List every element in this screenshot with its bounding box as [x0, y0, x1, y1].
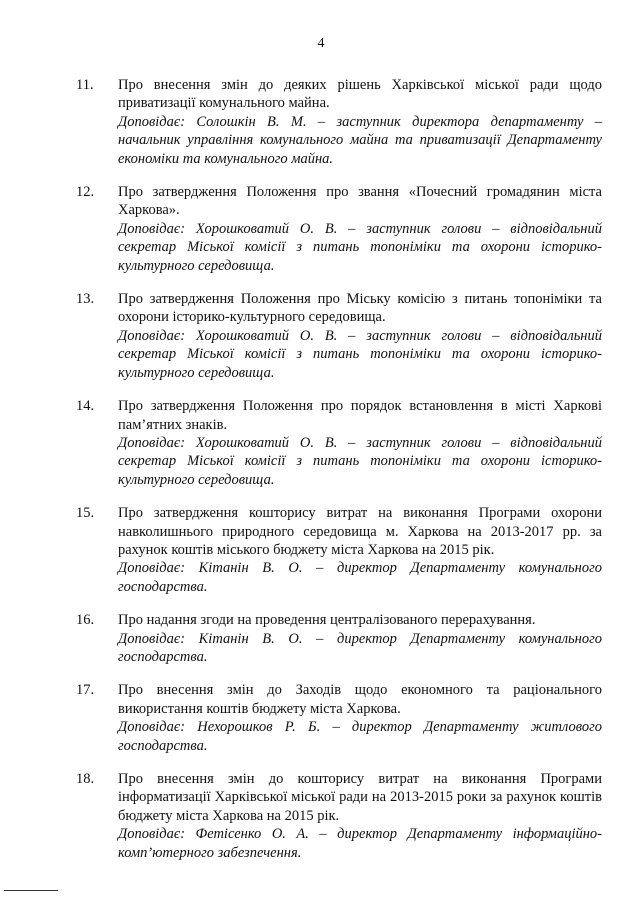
footer-divider	[4, 890, 58, 891]
agenda-item	[76, 76, 602, 168]
item-number: 16.	[76, 612, 95, 629]
item-title: Про внесення змін до Заходів щодо економного та раціонального використання коштів бюджету міста Харкова.	[118, 682, 602, 717]
item-number: 13.	[76, 291, 95, 308]
agenda-list	[76, 76, 602, 862]
item-speaker: Доповідає: Хорошковатий О. В. – заступник голови – відповідальний секретар Міської комісії з питань топоніміки та охорони історико-культурного середовища.	[118, 434, 602, 488]
item-speaker: Доповідає: Хорошковатий О. В. – заступник голови – відповідальний секретар Міської комісії з питань топоніміки та охорони історико-культурного середовища.	[118, 327, 602, 381]
item-title: Про затвердження Положення про Міську комісію з питань топоніміки та охорони історико-культурного середовища.	[118, 291, 602, 326]
item-number: 17.	[76, 682, 95, 699]
item-number: 18.	[76, 771, 95, 787]
item-title: Про затвердження кошторису витрат на виконання Програми охорони навколишнього природного середовища м. Харкова на 2013-2017 рр. за рахунок коштів міського бюджету міста Харкова на 2015 рік.	[118, 505, 602, 558]
item-speaker: Доповідає: Хорошковатий О. В. – заступник голови – відповідальний секретар Міської комісії з питань топоніміки та охорони історико-культурного середовища.	[118, 220, 602, 274]
agenda-item	[76, 183, 602, 275]
agenda-item	[76, 397, 602, 489]
item-title: Про внесення змін до деяких рішень Харківської міської ради щодо приватизації комунального майна.	[118, 77, 602, 112]
item-title: Про затвердження Положення про порядок встановлення в місті Харкові пам’ятних знаків.	[118, 398, 602, 433]
page-number: 4	[317, 36, 325, 51]
item-speaker: Доповідає: Кітанін В. О. – директор Департаменту комунального господарства.	[118, 630, 602, 665]
item-speaker: Доповідає: Кітанін В. О. – директор Департаменту комунального господарства.	[118, 560, 602, 595]
agenda-item	[76, 504, 602, 596]
item-speaker: Доповідає: Солошкін В. М. – заступник директора департаменту – начальник управління комунального майна та приватизації Департаменту економіки та комунального майна.	[118, 113, 602, 167]
item-title: Про надання згоди на проведення централізованого перерахування.	[118, 612, 536, 629]
item-number: 12.	[76, 184, 95, 201]
agenda-item	[76, 611, 602, 666]
agenda-item	[76, 681, 602, 755]
item-number: 14.	[76, 398, 95, 415]
item-speaker: Доповідає: Нехорошков Р. Б. – директор Департаменту житлового господарства.	[118, 719, 602, 754]
item-speaker: Доповідає: Фетісенко О. А. – директор Департаменту інформаційно-комп’ютерного забезпечення.	[118, 826, 602, 861]
item-number: 11.	[76, 77, 94, 93]
item-title: Про затвердження Положення про звання «Почесний громадянин міста Харкова».	[118, 184, 602, 219]
agenda-item	[76, 770, 602, 862]
item-title: Про внесення змін до кошторису витрат на виконання Програми інформатизації Харківської міської ради на 2013-2015 роки за рахунок коштів бюджету міста Харкова на 2015 рік.	[118, 771, 602, 824]
item-number: 15.	[76, 505, 95, 522]
agenda-item	[76, 290, 602, 382]
